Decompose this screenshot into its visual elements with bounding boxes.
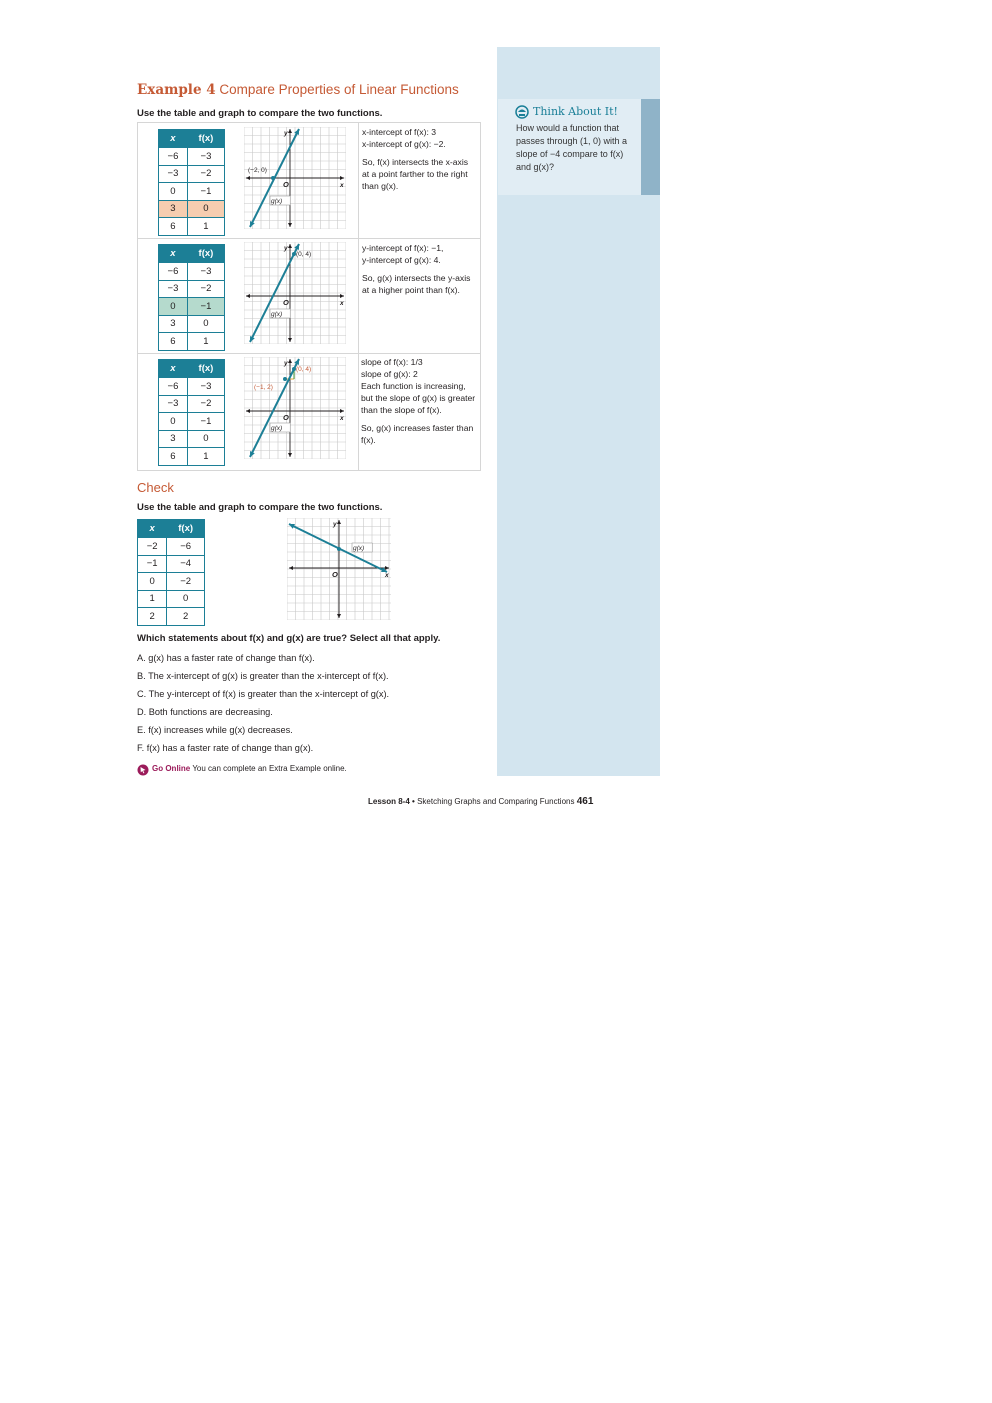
point-label: (−2, 0) [248,167,267,174]
origin-label: O [283,180,289,189]
graph-label: g(x) [271,425,283,432]
y-axis-label: y [284,245,288,252]
think-icon [515,105,529,119]
check-question: Which statements about f(x) and g(x) are true? Select all that apply. [137,633,441,644]
think-about-it-text: How would a function that passes through (1, 0) with a slope of −4 compare to f(x) and g(x)? [516,123,628,172]
x-axis-label: x [340,415,344,422]
go-online[interactable] [152,764,347,773]
annotation-1: x-intercept of f(x): 3 x-intercept of g(x): −2. So, f(x) intersects the x-axis at a point farther to the right than g(x). [362,127,469,191]
graph-3 [244,357,346,459]
check-instruction: Use the table and graph to compare the two functions. [137,502,383,513]
example-name: Compare Properties of Linear Functions [219,82,459,97]
annotation-3: slope of f(x): 1/3 slope of g(x): 2 Each function is increasing, but the slope of g(x) is greater than the slope of f(x). So, g(x) increases faster than f(x). [361,357,476,445]
graph-label: g(x) [271,198,283,205]
option-a[interactable]: A. g(x) has a faster rate of change than f(x). [137,653,315,663]
graph-label: g(x) [271,311,283,318]
x-axis-label: x [340,300,344,307]
graph-2 [244,242,346,344]
function-table-1: x f(x) −6 −3 −3 −2 0 −1 3 0 6 1 [158,129,225,236]
point-label: (0, 4) [296,251,312,258]
footer-lesson: Lesson 8-4 • [368,797,415,806]
option-e[interactable]: E. f(x) increases while g(x) decreases. [137,725,293,735]
x-axis-label: x [385,572,389,579]
function-table-3: x f(x) −6 −3 −3 −2 0 −1 3 0 6 1 [158,359,225,466]
go-online-icon[interactable] [137,764,149,776]
option-c[interactable]: C. The y-intercept of f(x) is greater than the x-intercept of g(x). [137,689,390,699]
origin-label: O [332,570,338,579]
example-label: Example 4 [137,82,216,98]
option-f[interactable]: F. f(x) has a faster rate of change than g(x). [137,743,314,753]
page-number: 461 [576,796,594,807]
y-axis-label: y [284,130,288,137]
footer-title: Sketching Graphs and Comparing Functions [417,797,575,806]
y-axis-label: y [333,521,337,528]
page-footer [368,796,593,807]
check-table: x f(x) −2 −6 −1 −4 0 −2 1 0 2 2 [137,519,205,626]
go-online-text: You can complete an Extra Example online. [192,764,347,773]
origin-label: O [283,298,289,307]
function-table-2: x f(x) −6 −3 −3 −2 0 −1 3 0 6 1 [158,244,225,351]
point [283,377,287,381]
graph-1 [244,127,346,229]
annotation-2: y-intercept of f(x): −1, y-intercept of g(x): 4. So, g(x) intersects the y-axis at a higher point than f(x). [362,243,471,295]
point [337,547,341,551]
x-axis-label: x [340,182,344,189]
example-instruction: Use the table and graph to compare the two functions. [137,108,383,119]
think-about-it-title: Think About It! [533,105,618,118]
go-online-label[interactable]: Go Online [152,764,191,773]
option-b[interactable]: B. The x-intercept of g(x) is greater than the x-intercept of f(x). [137,671,389,681]
option-d[interactable]: D. Both functions are decreasing. [137,707,273,717]
example-title [137,82,459,98]
check-heading: Check [137,480,174,495]
point-label-2: (−1, 2) [254,384,273,391]
sidebar-accent-bar [641,99,660,195]
y-axis-label: y [284,360,288,367]
point-label: (0, 4) [296,366,312,373]
check-graph [287,518,391,620]
intercept-point [271,176,275,180]
graph-label: g(x) [353,545,365,552]
origin-label: O [283,413,289,422]
